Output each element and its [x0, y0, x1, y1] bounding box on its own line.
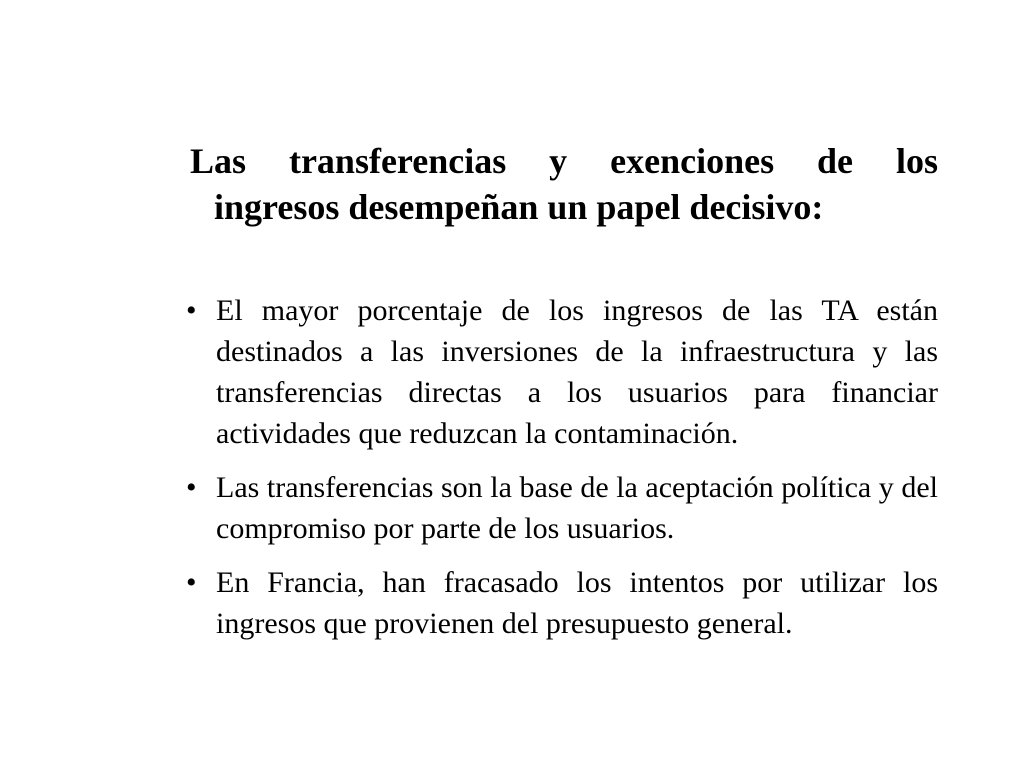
bullet-icon: •	[186, 294, 197, 327]
bullet-list	[186, 290, 938, 644]
bullet-item	[186, 562, 938, 644]
heading-line-2: ingresos desempeñan un papel decisivo:	[214, 187, 824, 227]
bullet-item	[186, 290, 938, 454]
bullet-item	[186, 467, 938, 549]
slide-heading	[190, 138, 938, 230]
bullet-text: Las transferencias son la base de la aceptación política y del compromiso por parte de los usuarios.	[216, 471, 938, 545]
heading-line-1: Las transferencias y exenciones de los	[190, 141, 938, 181]
bullet-icon: •	[186, 471, 197, 504]
bullet-icon: •	[186, 566, 197, 599]
bullet-text: En Francia, han fracasado los intentos por utilizar los ingresos que provienen del presupuesto general.	[216, 566, 938, 640]
bullet-text: El mayor porcentaje de los ingresos de las TA están destinados a las inversiones de la infraestructura y las transferencias directas a los usuarios para financiar actividades que reduzcan la contaminación.	[216, 294, 938, 450]
